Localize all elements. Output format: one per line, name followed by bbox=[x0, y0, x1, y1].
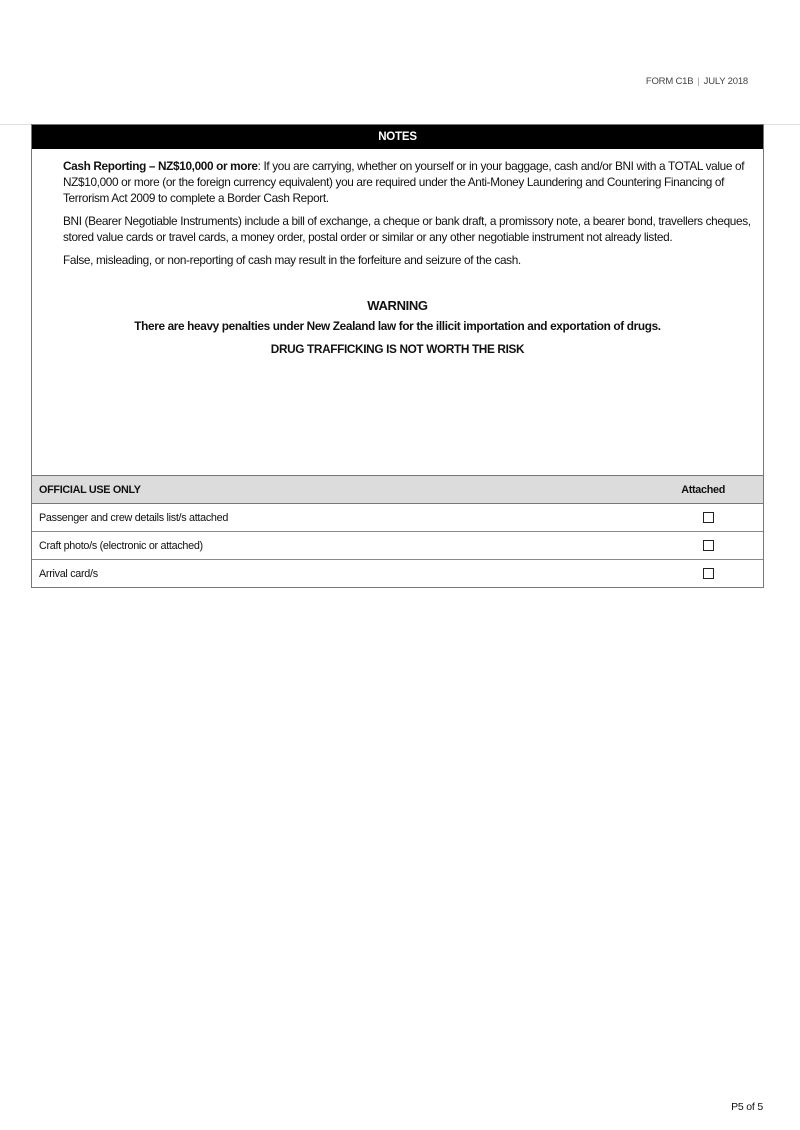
form-id: FORM C1B bbox=[645, 76, 694, 87]
row-label: Passenger and crew details list/s attached bbox=[39, 511, 229, 524]
cash-reporting-text: : If you are carrying, whether on yourself or in your baggage, cash and/or BNI with a TOTAL value of NZ$10,000 or more (or the foreign currency equivalent) you are required under the Anti-Money Laundering and Countering Financing of Terrorism Act 2009 to complete a Border Cash Report. bbox=[63, 159, 745, 205]
official-use-table bbox=[32, 475, 763, 587]
cash-reporting-paragraph bbox=[63, 158, 753, 206]
page-number: P5 of 5 bbox=[731, 1101, 763, 1113]
official-use-title: OFFICIAL USE ONLY bbox=[39, 483, 141, 496]
cash-reporting-heading: Cash Reporting – NZ$10,000 or more bbox=[63, 159, 258, 173]
warning-line-1: There are heavy penalties under New Zealand law for the illicit importation and exportation of drugs. bbox=[134, 319, 661, 333]
attached-checkbox[interactable] bbox=[703, 568, 714, 579]
warning-section bbox=[32, 298, 763, 357]
table-row bbox=[32, 560, 763, 587]
form-date: JULY 2018 bbox=[703, 76, 748, 87]
false-reporting-paragraph: False, misleading, or non-reporting of cash may result in the forfeiture and seizure of the cash. bbox=[63, 253, 521, 267]
attached-column-header: Attached bbox=[681, 483, 725, 496]
attached-checkbox[interactable] bbox=[703, 540, 714, 551]
form-header bbox=[646, 76, 748, 87]
warning-line-2: DRUG TRAFFICKING IS NOT WORTH THE RISK bbox=[270, 342, 525, 356]
attached-checkbox[interactable] bbox=[703, 512, 714, 523]
notes-body bbox=[32, 149, 763, 475]
row-label: Craft photo/s (electronic or attached) bbox=[39, 539, 203, 552]
table-row bbox=[32, 504, 763, 532]
header-separator: | bbox=[697, 76, 700, 87]
form-box bbox=[31, 124, 764, 588]
warning-title: WARNING bbox=[367, 298, 428, 313]
bni-paragraph: BNI (Bearer Negotiable Instruments) include a bill of exchange, a cheque or bank draft, a promissory note, a bearer bond, travellers cheques, stored value cards or travel cards, a money order, postal order or similar or any other negotiable instrument not already listed. bbox=[63, 214, 751, 244]
row-label: Arrival card/s bbox=[39, 567, 98, 580]
official-use-header bbox=[32, 476, 763, 504]
notes-title: NOTES bbox=[32, 125, 763, 149]
table-row bbox=[32, 532, 763, 560]
